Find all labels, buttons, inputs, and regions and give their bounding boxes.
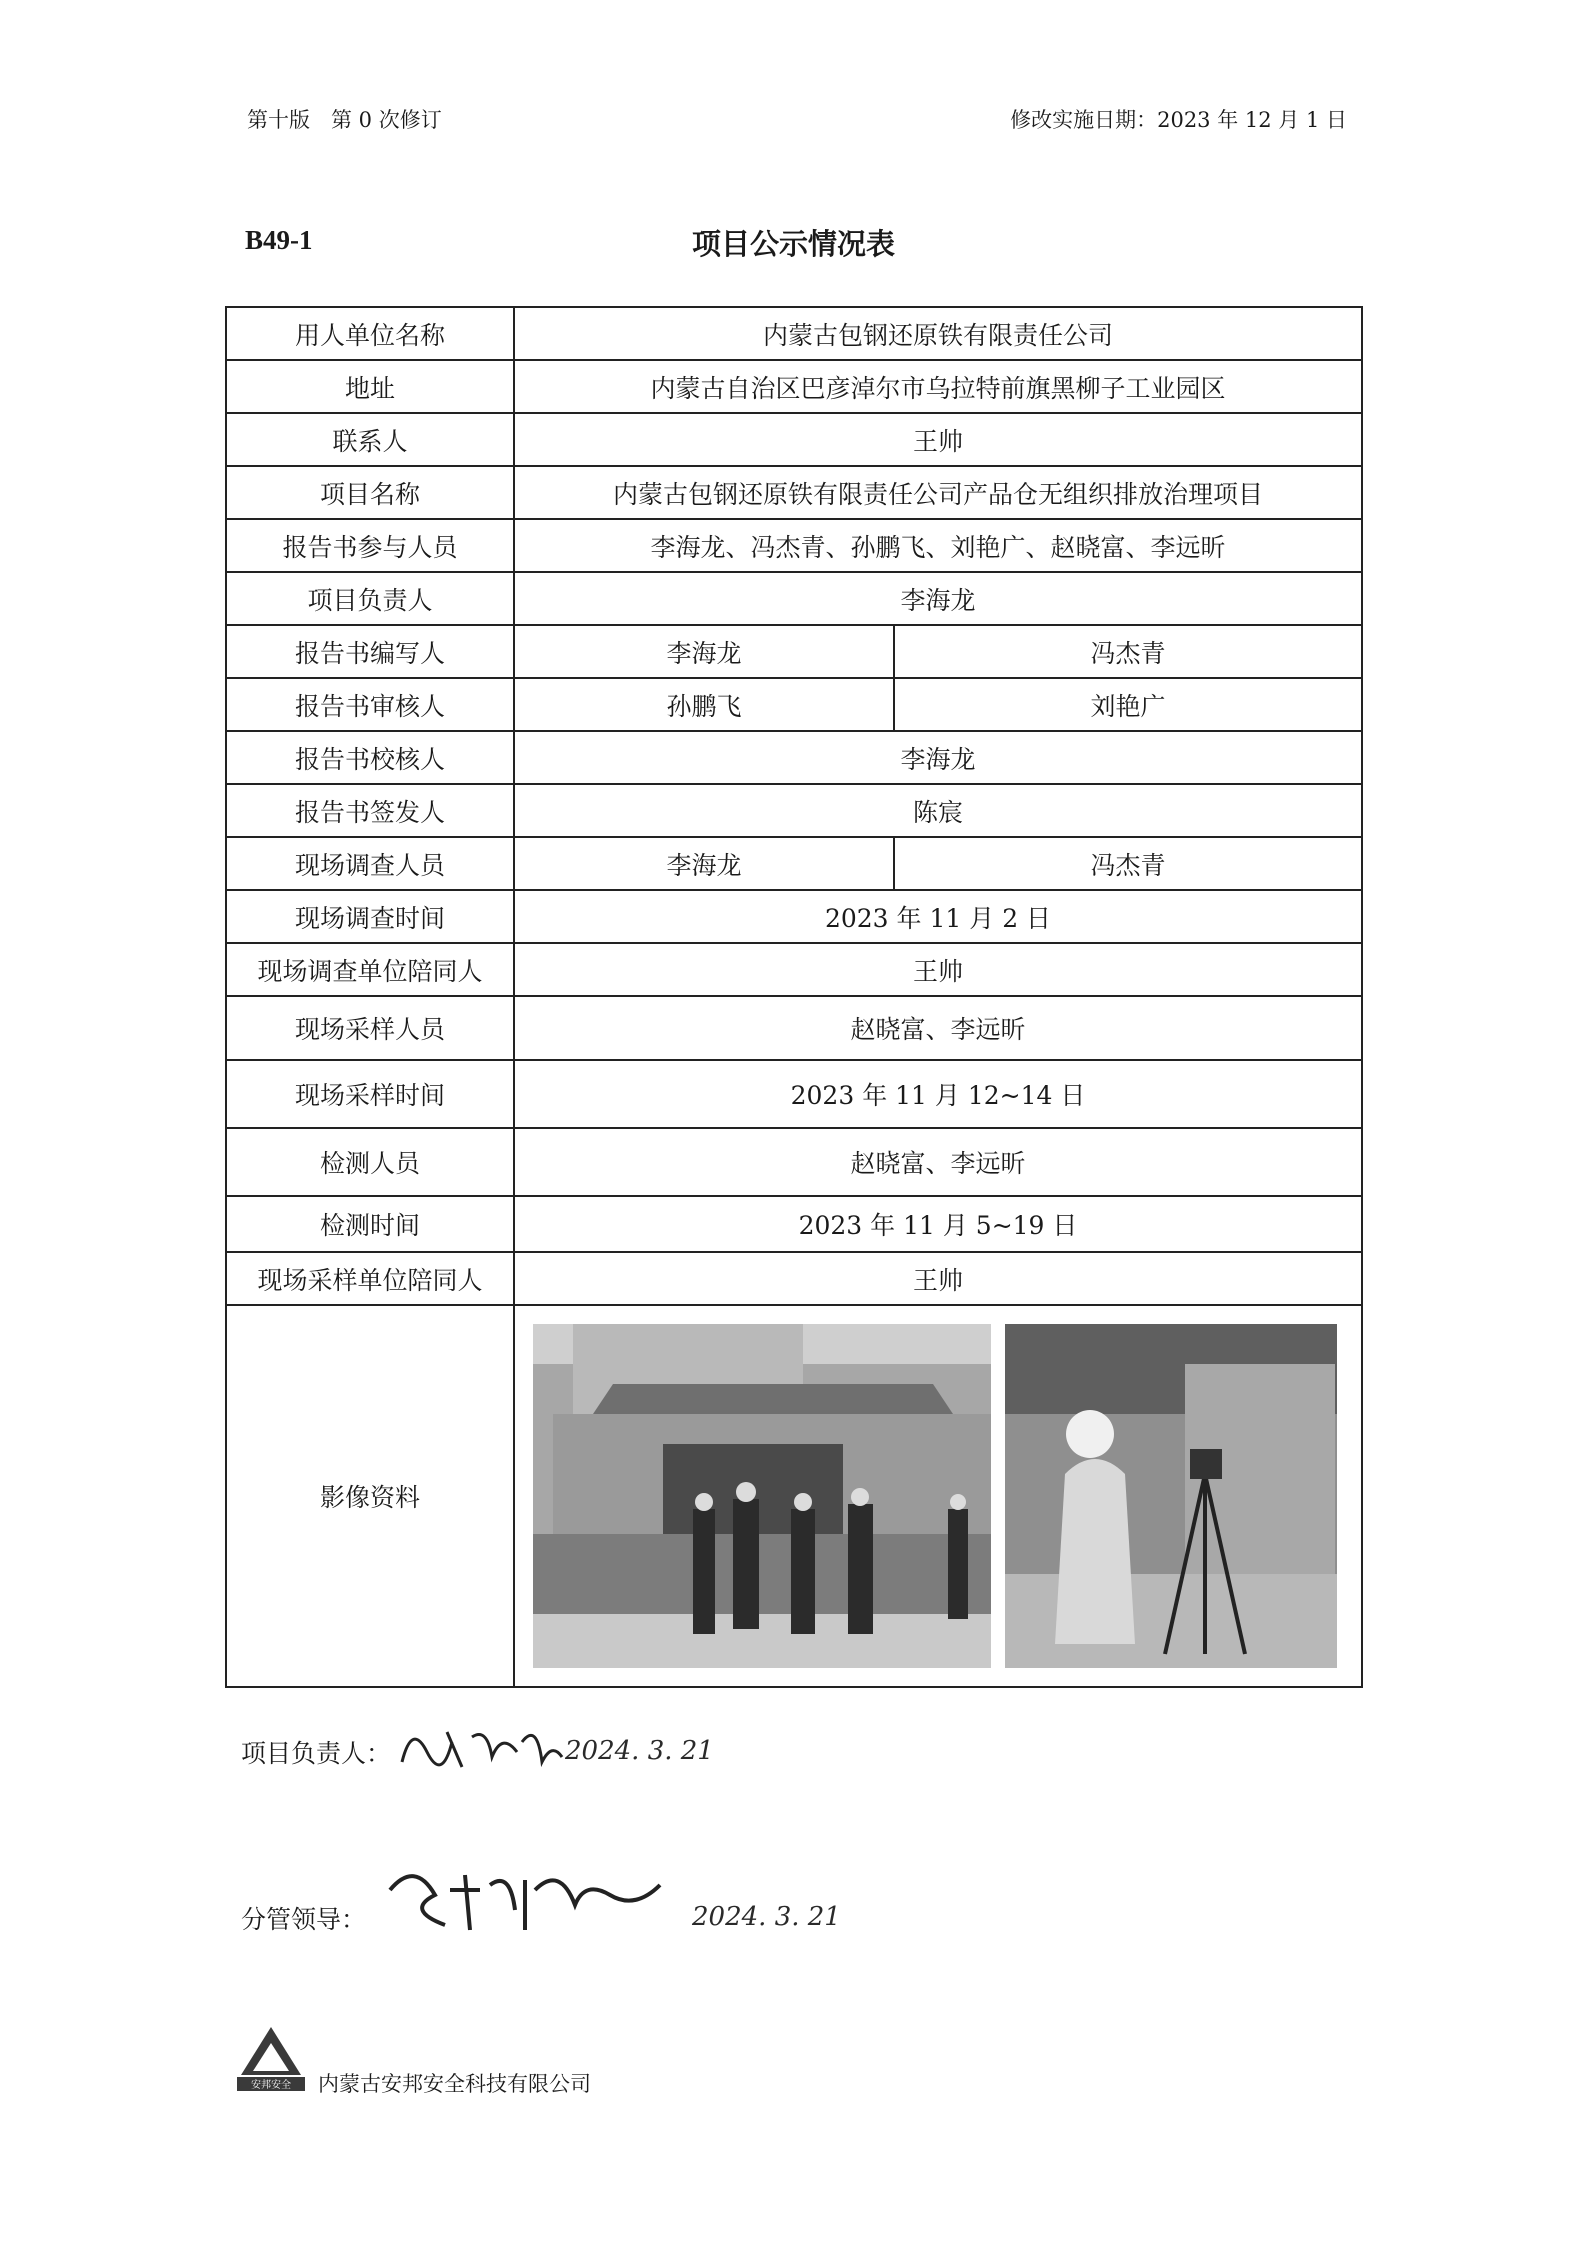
logo-text: 安邦安全 (251, 2080, 291, 2091)
issuer-label: 报告书签发人 (226, 784, 514, 837)
table-row (226, 360, 1362, 413)
testing-time-value: 2023 年 11 月 5~19 日 (514, 1196, 1362, 1252)
testing-staff-label: 检测人员 (226, 1128, 514, 1196)
company-logo (237, 2025, 305, 2093)
building-entrance-photo (533, 1324, 991, 1668)
table-row (226, 1196, 1362, 1252)
table-row (226, 731, 1362, 784)
table-row (226, 1128, 1362, 1196)
address-label: 地址 (226, 360, 514, 413)
images-label: 影像资料 (226, 1305, 514, 1687)
table-row (226, 678, 1362, 731)
sampling-time-value: 2023 年 11 月 12~14 日 (514, 1060, 1362, 1128)
survey-staff-1: 李海龙 (514, 837, 894, 890)
reviewer-1: 孙鹏飞 (514, 678, 894, 731)
writer-1: 李海龙 (514, 625, 894, 678)
form-title: 项目公示情况表 (691, 227, 895, 261)
supervisor-signature-label: 分管领导： (241, 1905, 367, 1934)
project-label: 项目名称 (226, 466, 514, 519)
table-row (226, 519, 1362, 572)
writer-label: 报告书编写人 (226, 625, 514, 678)
survey-escort-label: 现场调查单位陪同人 (226, 943, 514, 996)
leader-label: 项目负责人 (226, 572, 514, 625)
effective-date: 修改实施日期：2023 年 12 月 1 日 (1010, 108, 1347, 132)
issuer-value: 陈宸 (514, 784, 1362, 837)
table-row (226, 943, 1362, 996)
survey-staff-2: 冯杰青 (894, 837, 1362, 890)
supervisor-signature (375, 1850, 675, 1950)
writer-2: 冯杰青 (894, 625, 1362, 678)
table-row (226, 572, 1362, 625)
reviewer-2: 刘艳广 (894, 678, 1362, 731)
table-row (226, 996, 1362, 1060)
table-row (226, 1060, 1362, 1128)
sampling-escort-value: 王帅 (514, 1252, 1362, 1305)
leader-value: 李海龙 (514, 572, 1362, 625)
edition-label: 第十版 第 0 次修订 (247, 108, 442, 132)
project-disclosure-table (225, 306, 1363, 1688)
sampling-staff-value: 赵晓富、李远昕 (514, 996, 1362, 1060)
table-row (226, 413, 1362, 466)
reviewer-label: 报告书审核人 (226, 678, 514, 731)
survey-time-value: 2023 年 11 月 2 日 (514, 890, 1362, 943)
survey-escort-value: 王帅 (514, 943, 1362, 996)
table-row (226, 1305, 1362, 1687)
survey-time-label: 现场调查时间 (226, 890, 514, 943)
table-row (226, 784, 1362, 837)
sampling-escort-label: 现场采样单位陪同人 (226, 1252, 514, 1305)
employer-value: 内蒙古包钢还原铁有限责任公司 (514, 307, 1362, 360)
supervisor-signature-date: 2024. 3. 21 (692, 1902, 841, 1932)
testing-time-label: 检测时间 (226, 1196, 514, 1252)
contact-value: 王帅 (514, 413, 1362, 466)
table-row (226, 466, 1362, 519)
table-row (226, 625, 1362, 678)
leader-signature-label: 项目负责人： (241, 1739, 392, 1768)
form-code: B49-1 (245, 225, 313, 255)
table-row (226, 1252, 1362, 1305)
address-value: 内蒙古自治区巴彦淖尔市乌拉特前旗黑柳子工业园区 (514, 360, 1362, 413)
table-row (226, 890, 1362, 943)
participants-value: 李海龙、冯杰青、孙鹏飞、刘艳广、赵晓富、李远昕 (514, 519, 1362, 572)
footer-company-name: 内蒙古安邦安全科技有限公司 (318, 2072, 591, 2096)
project-value: 内蒙古包钢还原铁有限责任公司产品仓无组织排放治理项目 (514, 466, 1362, 519)
leader-signature-date: 2024. 3. 21 (565, 1736, 714, 1766)
testing-staff-value: 赵晓富、李远昕 (514, 1128, 1362, 1196)
sampling-staff-label: 现场采样人员 (226, 996, 514, 1060)
checker-value: 李海龙 (514, 731, 1362, 784)
checker-label: 报告书校核人 (226, 731, 514, 784)
employer-label: 用人单位名称 (226, 307, 514, 360)
table-row (226, 307, 1362, 360)
sampling-time-label: 现场采样时间 (226, 1060, 514, 1128)
field-sampling-photo (1005, 1324, 1337, 1668)
leader-signature (392, 1712, 572, 1782)
table-row (226, 837, 1362, 890)
contact-label: 联系人 (226, 413, 514, 466)
images-cell (514, 1305, 1362, 1687)
participants-label: 报告书参与人员 (226, 519, 514, 572)
survey-staff-label: 现场调查人员 (226, 837, 514, 890)
